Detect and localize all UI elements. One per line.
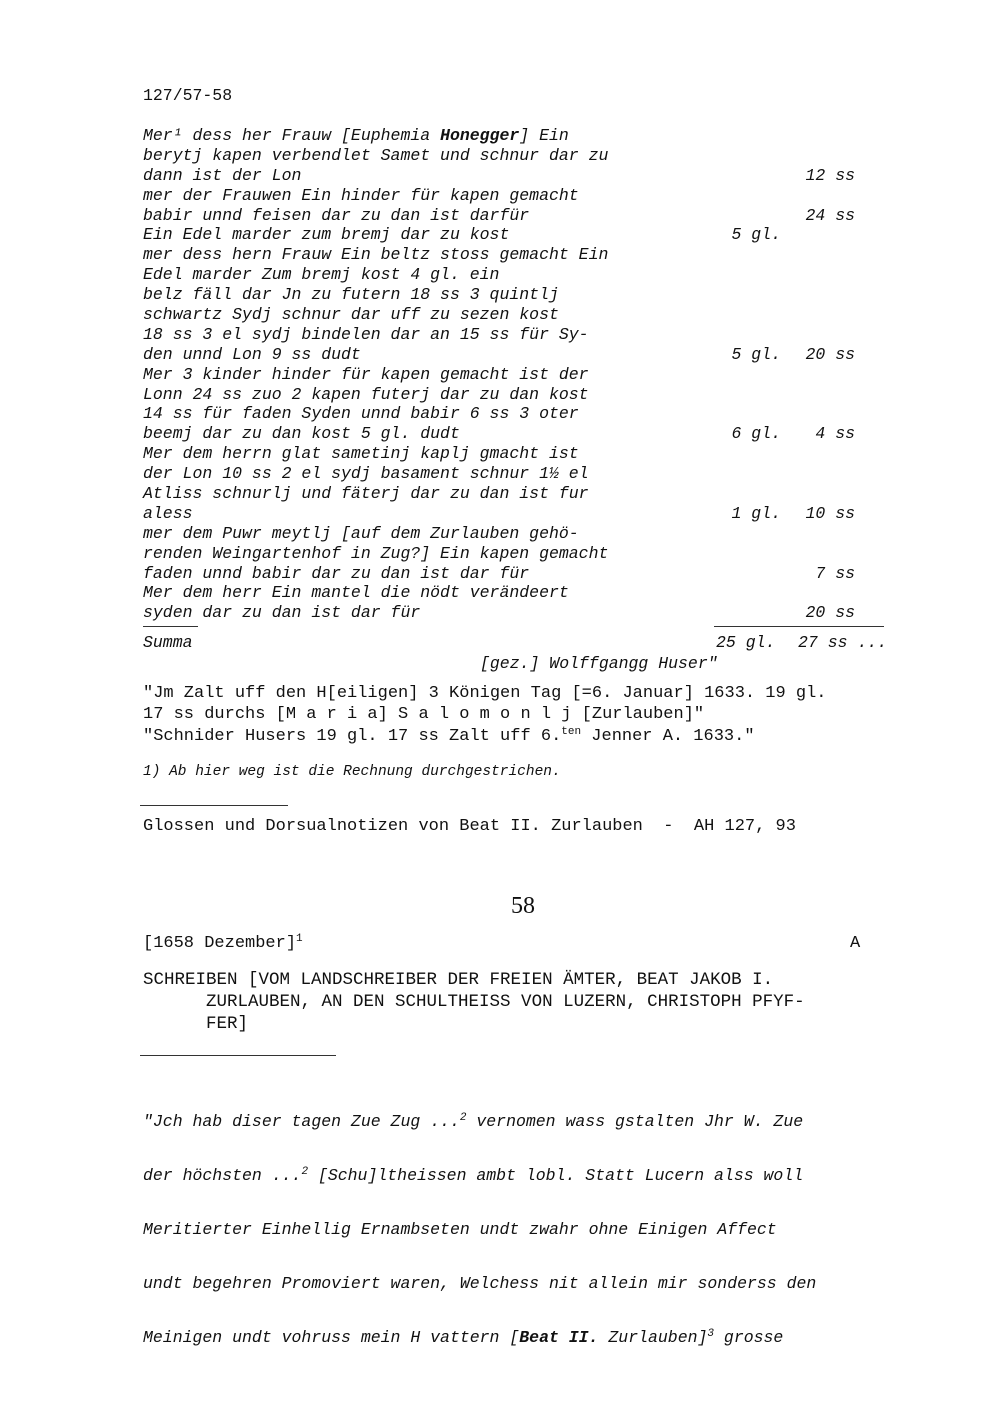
signature: [gez.] Wolffgangg Huser" <box>480 654 718 673</box>
page-reference: 127/57-58 <box>143 86 233 105</box>
separator-rule-2 <box>140 1055 336 1056</box>
ledger-row <box>143 404 903 424</box>
ledger-item-text: mer der Frauwen Ein hinder für kapen gemacht <box>143 185 579 205</box>
ledger-row <box>143 444 903 464</box>
letter-body <box>143 1081 816 1378</box>
ledger-row <box>143 245 903 265</box>
ledger-item-text: Lonn 24 ss zuo 2 kapen futerj dar zu dan kost <box>143 384 589 404</box>
ledger-row <box>143 225 903 245</box>
ledger-row <box>143 504 903 524</box>
letter-line-4: undt begehren Promoviert waren, Welchess nit allein mir sonderss den <box>143 1274 817 1293</box>
ledger-row <box>143 305 903 325</box>
ledger-item-text: dann ist der Lon <box>143 165 302 185</box>
ledger-row <box>143 424 903 444</box>
document-heading-line-3: FER] <box>143 1014 249 1034</box>
ledger-row <box>143 464 903 484</box>
ledger-item-text: mer dess hern Frauw Ein beltz stoss gemacht Ein <box>143 245 609 265</box>
summa-label: Summa <box>143 633 193 652</box>
document-type-letter: A <box>850 934 861 953</box>
ledger-row <box>143 206 903 226</box>
ledger-row <box>143 325 903 345</box>
ledger-row <box>143 385 903 405</box>
ledger-item-text: Atliss schnurlj und fäterj dar zu dan ist fur <box>143 484 589 504</box>
ledger-item-text: syden dar zu dan ist dar für <box>143 603 421 623</box>
ledger-item-text: der Lon 10 ss 2 el sydj basament schnur 1½ el <box>143 464 589 484</box>
ledger-amount-gulden: 5 gl. <box>731 225 781 245</box>
summa-ss: 27 ss ... <box>798 633 888 652</box>
ledger-item-text: 14 ss für faden Syden unnd babir 6 ss 3 oter <box>143 404 579 424</box>
ledger-row <box>143 544 903 564</box>
ledger-row <box>143 166 903 186</box>
ledger-row <box>143 285 903 305</box>
ledger-amount-schilling: 20 ss <box>805 344 855 364</box>
document-number: 58 <box>511 893 535 919</box>
glossen-heading: Glossen und Dorsualnotizen von Beat II. Zurlauben - AH 127, 93 <box>143 817 796 836</box>
ledger-item-text: berytj kapen verbendlet Samet und schnur dar zu <box>143 145 609 165</box>
total-rule-right <box>714 626 884 627</box>
ledger-amount-schilling: 10 ss <box>805 503 855 523</box>
ledger-amount-schilling: 4 ss <box>815 424 855 444</box>
ledger-row <box>143 564 903 584</box>
letter-line-3: Meritierter Einhellig Ernambseten undt zwahr ohne Einigen Affect <box>143 1220 777 1239</box>
payment-line-1: "Jm Zalt uff den H[eiligen] 3 Königen Tag [=6. Januar] 1633. 19 gl. <box>143 684 827 703</box>
invoice-ledger <box>143 126 903 623</box>
ledger-item-text: faden unnd babir dar zu dan ist dar für <box>143 563 530 583</box>
total-rule-left <box>143 626 198 627</box>
ledger-amount-schilling: 20 ss <box>805 603 855 623</box>
ledger-row <box>143 603 903 623</box>
letter-line-2: der höchsten ...$^2$ [Schu]ltheissen ambt lobl. Statt Lucern alss woll <box>143 1166 804 1185</box>
ledger-item-text: Edel marder Zum bremj kost 4 gl. ein <box>143 265 500 285</box>
ledger-item-text: belz fäll dar Jn zu futern 18 ss 3 quintlj <box>143 285 559 305</box>
letter-line-5: Meinigen undt vohruss mein H vattern [Beat II. Zurlauben]$^3$ grosse <box>143 1328 784 1347</box>
ledger-item-text: aless <box>143 503 193 523</box>
ledger-item-text: beemj dar zu dan kost 5 gl. dudt <box>143 424 460 444</box>
ledger-amount-gulden: 6 gl. <box>731 424 781 444</box>
ledger-row <box>143 265 903 285</box>
ledger-row <box>143 583 903 603</box>
document-heading-line-2: ZURLAUBEN, AN DEN SCHULTHEISS VON LUZERN, CHRISTOPH PFYF- <box>143 992 805 1012</box>
ledger-item-text: 18 ss 3 el sydj bindelen dar an 15 ss für Sy- <box>143 324 589 344</box>
payment-line-2: 17 ss durchs [M a r i a] S a l o m o n l j [Zurlauben]" <box>143 705 705 724</box>
summa-gl: 25 gl. <box>716 633 776 652</box>
letter-line-1: "Jch hab diser tagen Zue Zug ...$^2$ vernomen wass gstalten Jhr W. Zue <box>143 1112 804 1131</box>
ledger-amount-gulden: 5 gl. <box>731 344 781 364</box>
document-heading-line-1: SCHREIBEN [VOM LANDSCHREIBER DER FREIEN ÄMTER, BEAT JAKOB I. <box>143 970 774 990</box>
payment-line-3: "Schnider Husers 19 gl. 17 ss Zalt uff 6.$^{ten}$ Jenner A. 1633." <box>143 726 755 746</box>
ledger-row <box>143 345 903 365</box>
ledger-item-text: mer dem Puwr meytlj [auf dem Zurlauben gehö- <box>143 523 579 543</box>
ledger-item-text: den unnd Lon 9 ss dudt <box>143 344 361 364</box>
ledger-item-text: Mer¹ dess her Frauw [Euphemia Honegger] Ein <box>143 126 569 145</box>
ledger-item-text: Mer 3 kinder hinder für kapen gemacht ist der <box>143 364 589 384</box>
ledger-item-text: Mer dem herr Ein mantel die nödt verändeert <box>143 583 569 603</box>
ledger-row <box>143 365 903 385</box>
ledger-amount-schilling: 7 ss <box>815 563 855 583</box>
ledger-row <box>143 524 903 544</box>
ledger-row <box>143 186 903 206</box>
footnote-1: 1) Ab hier weg ist die Rechnung durchgestrichen. <box>143 764 561 780</box>
ledger-item-text: Ein Edel marder zum bremj dar zu kost <box>143 225 510 245</box>
ledger-item-text: schwartz Sydj schnur dar uff zu sezen kost <box>143 305 559 325</box>
separator-rule-1 <box>140 805 288 806</box>
ledger-item-text: babir unnd feisen dar zu dan ist darfür <box>143 205 530 225</box>
ledger-amount-schilling: 24 ss <box>805 205 855 225</box>
ledger-row <box>143 126 903 146</box>
ledger-item-text: Mer dem herrn glat sametinj kaplj gmacht ist <box>143 444 579 464</box>
ledger-item-text: renden Weingartenhof in Zug?] Ein kapen gemacht <box>143 543 609 563</box>
ledger-amount-gulden: 1 gl. <box>731 503 781 523</box>
ledger-row <box>143 146 903 166</box>
ledger-row <box>143 484 903 504</box>
ledger-amount-schilling: 12 ss <box>805 165 855 185</box>
document-date: [1658 Dezember]$^1$ <box>143 933 303 953</box>
